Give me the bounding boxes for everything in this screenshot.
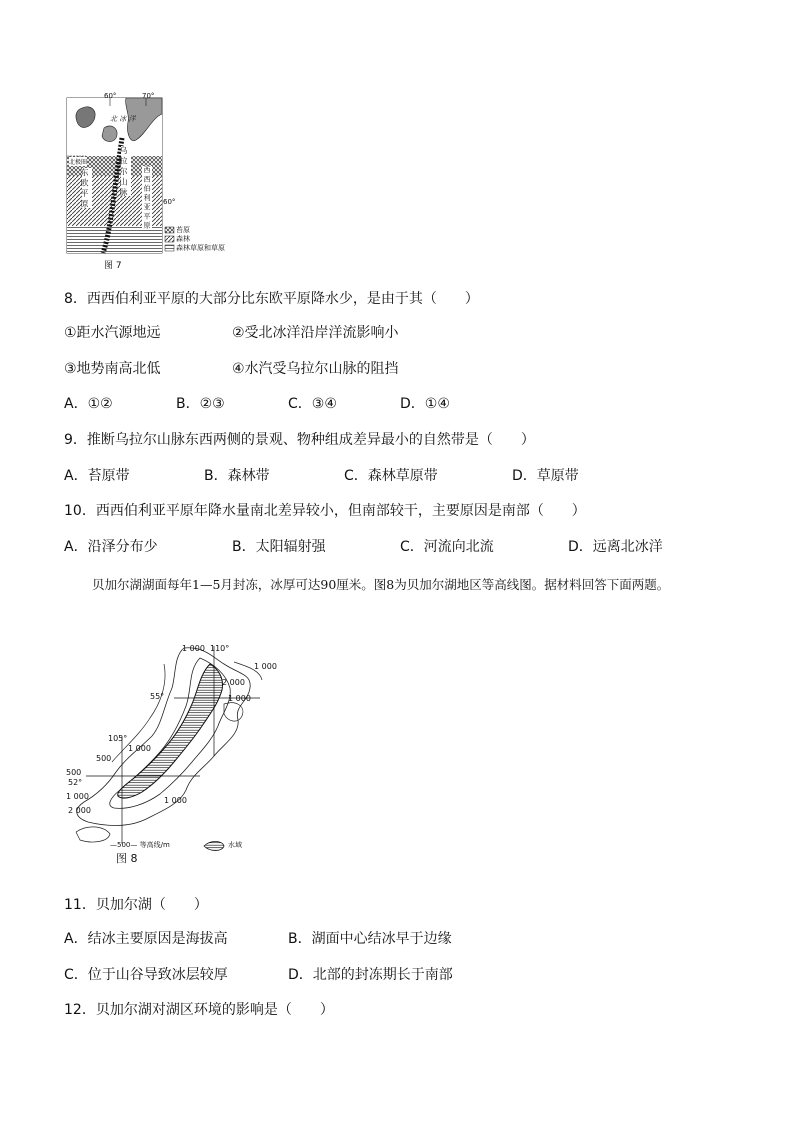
fig7-right-region: 西 西 伯 利 亚 平 原 xyxy=(143,166,151,229)
fig8-caption: 图 8 xyxy=(116,852,138,865)
fig8-label-1000-c: 1 000 xyxy=(228,694,251,703)
question-12-stem: 12．贝加尔湖对湖区环境的影响是（ ） xyxy=(64,1002,334,1018)
q8-option-b[interactable]: B．②③ xyxy=(176,396,225,412)
question-11-stem: 11．贝加尔湖（ ） xyxy=(64,897,208,913)
fig7-mountain-label: 乌 拉 尔 山 脉 xyxy=(121,146,131,196)
question-9-stem: 9．推断乌拉尔山脉东西两侧的景观、物种组成差异最小的自然带是（ ） xyxy=(64,432,535,448)
fig8-label-1000-d: 1 000 xyxy=(128,744,151,753)
q10-option-c[interactable]: C．河流向北流 xyxy=(400,539,494,555)
q10-option-b[interactable]: B．太阳辐射强 xyxy=(232,539,326,555)
q8-statement-4: ④水汽受乌拉尔山脉的阻挡 xyxy=(232,361,399,377)
fig8-label-1000-e: 1 000 xyxy=(66,792,89,801)
fig7-legend-tundra: 苔原 xyxy=(176,226,190,234)
q11-option-d[interactable]: D．北部的封冻期长于南部 xyxy=(288,967,453,983)
question-8-stem: 8．西西伯利亚平原的大部分比东欧平原降水少，是由于其（ ） xyxy=(64,291,479,307)
fig8-label-1000-b: 1 000 xyxy=(254,662,277,671)
fig8-lat-52: 52° xyxy=(68,778,83,787)
fig7-lat-60: 60° xyxy=(163,198,176,206)
fig8-label-2000-a: 2 000 xyxy=(222,678,245,687)
material-intro: 贝加尔湖湖面每年1—5月封冻，冰厚可达90厘米。图8为贝加尔湖地区等高线图。据材料回答下面两题。 xyxy=(92,577,670,592)
q11-option-a[interactable]: A．结冰主要原因是海拔高 xyxy=(64,931,228,947)
fig7-sea-label: 北 冰 洋 xyxy=(110,115,136,123)
q10-option-a[interactable]: A．沿泽分布少 xyxy=(64,539,158,555)
fig7-lon-70: 70° xyxy=(142,92,155,100)
fig7-caption: 图 7 xyxy=(104,261,122,271)
fig8-lon-105: 105° xyxy=(108,734,128,743)
fig8-lat-55: 55° xyxy=(150,692,165,701)
fig7-lon-60: 60° xyxy=(104,92,117,100)
fig8-label-500-a: 500 xyxy=(96,754,112,763)
q8-option-a[interactable]: A．①② xyxy=(64,396,113,412)
fig8-legend-contour: —500— 等高线/m xyxy=(110,841,170,849)
figure-8 xyxy=(64,644,294,868)
q9-option-c[interactable]: C．森林草原带 xyxy=(344,468,438,484)
fig7-left-region: 东 欧 平 原 xyxy=(82,168,92,208)
q11-option-b[interactable]: B．湖面中心结冰早于边缘 xyxy=(288,931,452,947)
q9-option-b[interactable]: B．森林带 xyxy=(204,468,270,484)
fig8-lon-110: 110° xyxy=(210,644,230,653)
fig8-legend-water: 水域 xyxy=(228,841,242,849)
q8-statement-2: ②受北冰洋沿岸洋流影响小 xyxy=(232,325,399,341)
fig8-label-2000-b: 2 000 xyxy=(68,806,91,815)
fig8-label-1000-a: 1 000 xyxy=(182,644,205,653)
fig7-arctic-circle: 北极圈 xyxy=(69,159,88,166)
q11-option-c[interactable]: C．位于山谷导致冰层较厚 xyxy=(64,967,228,983)
q8-option-c[interactable]: C．③④ xyxy=(288,396,337,412)
q8-option-d[interactable]: D．①④ xyxy=(400,396,450,412)
q8-statement-3: ③地势南高北低 xyxy=(64,361,161,377)
question-10-stem: 10．西西伯利亚平原年降水量南北差异较小，但南部较干，主要原因是南部（ ） xyxy=(64,503,586,519)
q8-statement-1: ①距水汽源地远 xyxy=(64,325,161,341)
q9-option-d[interactable]: D．草原带 xyxy=(512,468,579,484)
fig8-label-500-b: 500 xyxy=(66,768,82,777)
fig8-label-1000-f: 1 000 xyxy=(164,796,187,805)
q10-option-d[interactable]: D．远离北冰洋 xyxy=(568,539,663,555)
figure-7 xyxy=(64,94,244,272)
q9-option-a[interactable]: A．苔原带 xyxy=(64,468,130,484)
fig7-legend-steppe: 森林草原和草原 xyxy=(176,244,225,252)
fig7-legend-forest: 森林 xyxy=(176,235,190,243)
